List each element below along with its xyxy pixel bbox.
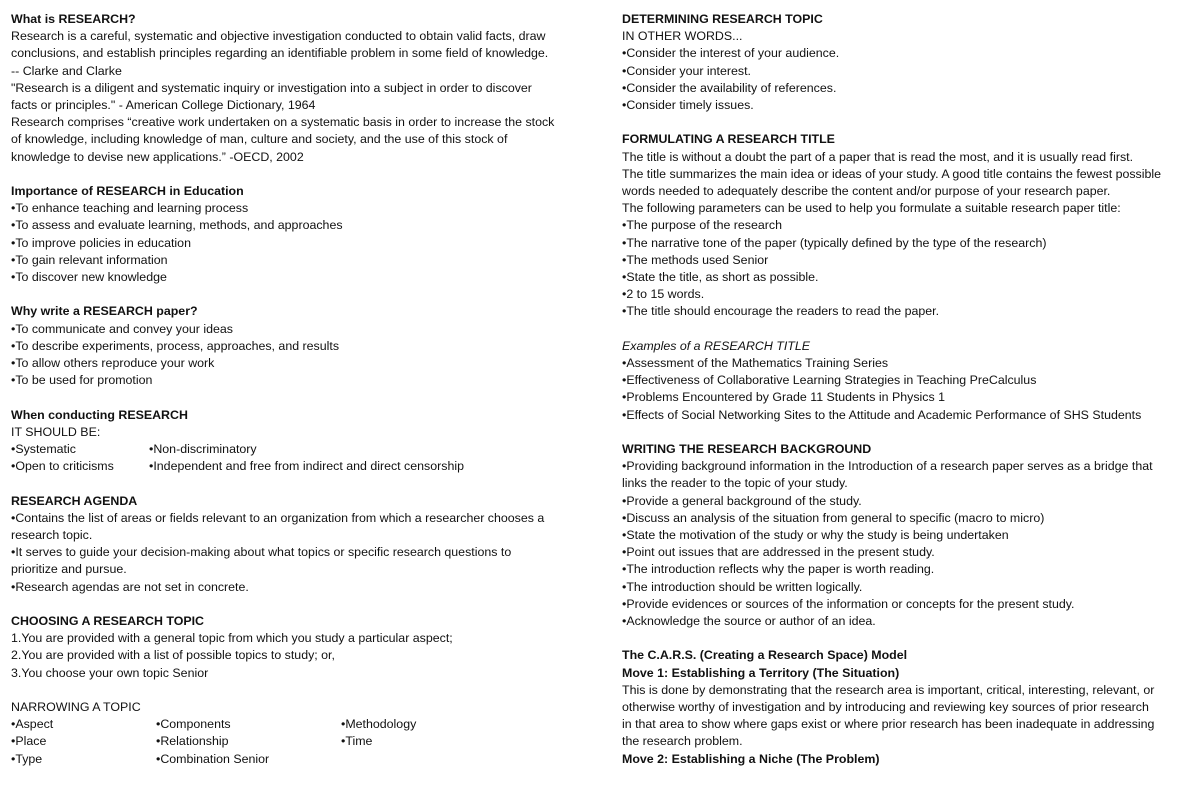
list-item: •To assess and evaluate learning, methods, and approaches (11, 218, 343, 233)
list-item: •Relationship (156, 734, 229, 749)
list-item: 2.You are provided with a list of possible topics to study; or, (11, 648, 335, 663)
formulating-title-section (622, 131, 1190, 320)
choosing-topic-section (11, 613, 586, 682)
list-item: •Non-discriminatory (149, 442, 257, 457)
subheading: IN OTHER WORDS... (622, 29, 743, 44)
research-agenda-section (11, 493, 586, 596)
text-line: The following parameters can be used to help you formulate a suitable research paper title: (622, 201, 1121, 216)
list-item: •Components (156, 717, 231, 732)
text-line: "Research is a diligent and systematic inquiry or investigation into a subject in order to discover (11, 80, 532, 95)
list-item: •To be used for promotion (11, 373, 153, 388)
list-item: •The methods used Senior (622, 252, 769, 267)
list-item: •The introduction reflects why the paper is worth reading. (622, 562, 935, 577)
list-item: •To improve policies in education (11, 235, 191, 250)
list-item: •Assessment of the Mathematics Training Series (622, 356, 889, 371)
list-item: •Consider your interest. (622, 63, 751, 78)
list-item: •To communicate and convey your ideas (11, 321, 233, 336)
list-item: •Combination Senior (156, 751, 270, 766)
section-heading: WRITING THE RESEARCH BACKGROUND (622, 442, 872, 457)
section-heading: Examples of a RESEARCH TITLE (622, 338, 810, 353)
list-item: •The introduction should be written logically. (622, 579, 863, 594)
text-line: The title summarizes the main idea or ideas of your study. A good title contains the fewest possible (622, 166, 1162, 181)
section-heading: Why write a RESEARCH paper? (11, 304, 198, 319)
text-line: -- Clarke and Clarke (11, 63, 122, 78)
text-line: in that area to show where gaps exist or where prior research has been inadequate in addressing (622, 717, 1155, 732)
section-heading: NARROWING A TOPIC (11, 700, 141, 715)
right-column (622, 11, 1190, 768)
text-line: •Providing background information in the Introduction of a research paper serves as a bridge that (622, 459, 1153, 474)
text-line: conclusions, and establish principles regarding an identifiable problem in some field of knowledge. (11, 46, 549, 61)
text-line: prioritize and pursue. (11, 562, 127, 577)
list-item: •Methodology (341, 717, 417, 732)
section-heading: The C.A.R.S. (Creating a Research Space) Model (622, 648, 908, 663)
section-heading: What is RESEARCH? (11, 12, 136, 26)
section-heading: RESEARCH AGENDA (11, 493, 138, 508)
list-item: •Open to criticisms (11, 459, 114, 474)
qualities-grid (11, 441, 586, 475)
research-background-section (622, 441, 1190, 630)
text-line: knowledge to devise new applications.” -OECD, 2002 (11, 149, 304, 164)
list-item: •To gain relevant information (11, 252, 168, 267)
text-line: of knowledge, including knowledge of man, culture and society, and the use of this stock of (11, 132, 508, 147)
list-item: •To discover new knowledge (11, 270, 167, 285)
conducting-research-section (11, 407, 586, 476)
text-line: •It serves to guide your decision-making about what topics or specific research questions to (11, 545, 512, 560)
list-item: •The title should encourage the readers to read the paper. (622, 304, 940, 319)
text-line: otherwise worthy of investigation and by introducing and reviewing key sources of prior research (622, 700, 1149, 715)
text-line: links the reader to the topic of your study. (622, 476, 848, 491)
section-heading: Importance of RESEARCH in Education (11, 184, 244, 199)
what-is-research-section (11, 11, 586, 166)
text-line: research topic. (11, 528, 93, 543)
list-item: •Discuss an analysis of the situation from general to specific (macro to micro) (622, 510, 1045, 525)
importance-section (11, 183, 586, 286)
list-item: •State the title, as short as possible. (622, 270, 819, 285)
list-item: •Consider the interest of your audience. (622, 46, 840, 61)
text-line: Research comprises “creative work undertaken on a systematic basis in order to increase the stock (11, 115, 555, 130)
list-item: •Problems Encountered by Grade 11 Students in Physics 1 (622, 390, 945, 405)
list-item: •Systematic (11, 442, 76, 457)
move-heading: Move 1: Establishing a Territory (The Situation) (622, 665, 900, 680)
list-item: •Type (11, 751, 43, 766)
list-item: •Consider timely issues. (622, 98, 754, 113)
narrowing-topic-section (11, 699, 586, 768)
list-item: •Effectiveness of Collaborative Learning Strategies in Teaching PreCalculus (622, 373, 1037, 388)
determining-topic-section (622, 11, 1190, 114)
text-line: facts or principles." - American College Dictionary, 1964 (11, 98, 316, 113)
left-column (11, 11, 586, 768)
list-item: •The narrative tone of the paper (typically defined by the type of the research) (622, 235, 1047, 250)
list-item: 3.You choose your own topic Senior (11, 665, 209, 680)
text-line: •Research agendas are not set in concrete. (11, 579, 249, 594)
list-item: •Point out issues that are addressed in the present study. (622, 545, 935, 560)
list-item: 1.You are provided with a general topic from which you study a particular aspect; (11, 631, 453, 646)
text-line: the research problem. (622, 734, 743, 749)
narrowing-grid (11, 716, 586, 768)
list-item (341, 751, 541, 768)
cars-model-section (622, 647, 1190, 767)
examples-title-section (622, 338, 1190, 424)
list-item: •To enhance teaching and learning process (11, 201, 249, 216)
section-heading: FORMULATING A RESEARCH TITLE (622, 132, 835, 147)
move-heading: Move 2: Establishing a Niche (The Problem) (622, 751, 880, 766)
why-write-section (11, 303, 586, 389)
text-line: •Contains the list of areas or fields relevant to an organization from which a researcher chooses a (11, 510, 545, 525)
list-item: •The purpose of the research (622, 218, 783, 233)
list-item: •To describe experiments, process, approaches, and results (11, 338, 340, 353)
list-item: •State the motivation of the study or why the study is being undertaken (622, 528, 1009, 543)
list-item: •Aspect (11, 717, 54, 732)
list-item: •Provide evidences or sources of the information or concepts for the present study. (622, 596, 1075, 611)
text-line: The title is without a doubt the part of a paper that is read the most, and it is usually read first. (622, 149, 1134, 164)
list-item: •Consider the availability of references. (622, 80, 837, 95)
text-line: This is done by demonstrating that the research area is important, critical, interesting, relevant, or (622, 682, 1155, 697)
section-heading: When conducting RESEARCH (11, 407, 188, 422)
text-line: Research is a careful, systematic and objective investigation conducted to obtain valid facts, draw (11, 29, 546, 44)
list-item: •Independent and free from indirect and direct censorship (149, 459, 464, 474)
list-item: •Provide a general background of the study. (622, 493, 862, 508)
list-item: •Acknowledge the source or author of an idea. (622, 614, 876, 629)
list-item: •Place (11, 734, 47, 749)
list-item: •Effects of Social Networking Sites to the Attitude and Academic Performance of SHS Students (622, 407, 1142, 422)
list-item: •Time (341, 734, 373, 749)
section-heading: DETERMINING RESEARCH TOPIC (622, 12, 823, 26)
list-item: •To allow others reproduce your work (11, 356, 215, 371)
list-item: •2 to 15 words. (622, 287, 705, 302)
section-heading: CHOOSING A RESEARCH TOPIC (11, 614, 204, 629)
subheading: IT SHOULD BE: (11, 424, 101, 439)
text-line: words needed to adequately describe the content and/or purpose of your research paper. (622, 184, 1111, 199)
